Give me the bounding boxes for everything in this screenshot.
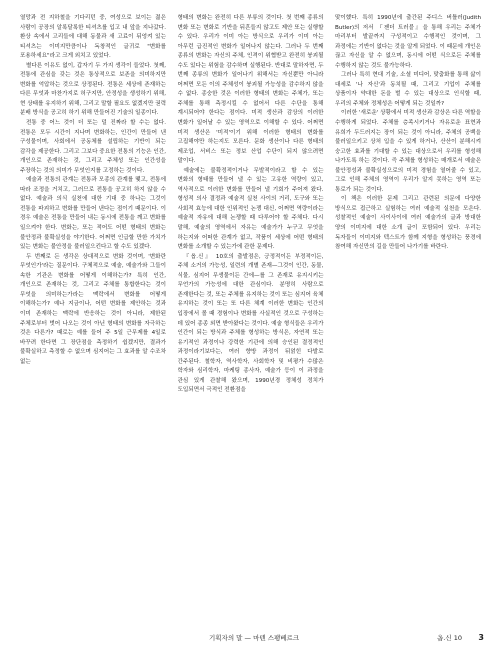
paragraph: 별다른 이유도 없이, 갑자기 두 가지 생각이 들었다. 첫째, 전통에 관심을 갖는 것은 통상적으로 보존을 의미하지만 변화를 억압하는 것으로 상정된다. 전통은 세상에 존재하는 다른 무엇과 마찬가지로 허구지만, 안정성을 생성하기 위해, 현 상태를 유지하기 위해, 그리고 말할 필요도 없겠지만 권력 분배 방식을 공고히 하기 위해 만들어진 기술의 일종이다. xyxy=(20,62,166,117)
paragraph: 형태의 변화는 완전히 다른 부류의 것이다. 첫 번째 종류의 변화 또는 변화로 기반을 뒤흔들지 않고도 제안 또는 실행할 수 있다. 우리가 이미 아는 방식으로 우리가 이미 아는 아무런 급진적인 변화가 일어나지 않는다. 그러나 두 번째 종류의 변화는 자신의 주체, 인격이 위협받고 완전히 붕괴될 수도 있다는 위험을 감수하며 실행된다. 반대로 말하자면, 두 번째 종류의 변화가 일어나기 위해서는 자신뿐만 아니라 어쩌면 모든 이의 주체성이 붕괴될 가능성을 감수하지 않을 수 없다. 종숭한 것은 이러한 형태의 변화는 주체가, 또는 주체를 통해 측정시킬 수 없어서 다른 수단을 통해 계시되어야 한다는 점이다. 미적 생산과 감상의 이러한 변화가 일어날 수 있는 영역으로 이해할 수 있다. 어쩌면 미적 생산은 '미적'이기 위해 이러한 형태의 변화를 고집해야만 하는지도 모른다. 문화 생산이나 다른 형태의 제조업, 서비스 또는 정보 산업 수단이 되지 않으려면 말이다. xyxy=(177,15,324,165)
text-columns xyxy=(20,14,481,616)
text-column-3 xyxy=(335,14,481,616)
paragraph: 예술에는 불확정적이거나 무발적이라고 할 수 있는 변화의 형태를 만들어 낼 수 있는 고유한 역량이 있고, 역사적으로 이러한 변화를 만들어 낼 기회가 주어져 왔다. 형성적 의사 결정과 예술적 실천 사이의 거리, 도구와 또는 사회적 효능에 대한 인위적인 논쟁 대신, 어쩌면 역량이라는 예술적 자유에 대해 논쟁할 때 다루어야 할 주체다. 다시 말해, 예술의 영역에서 자유는 예술가가 누구고 무엇을 하는지와 어떠한 관계가 없고, 작품이 세상에 어떤 형태의 변화를 소개할 수 있는가에 관한 문제다. xyxy=(177,167,324,251)
issue-label: 옵.신 10 xyxy=(437,634,462,642)
running-footer-credit: 기획자의 말 — 마텐 스팽베르크 xyxy=(209,634,300,642)
paragraph: 이 책은 이러한 문제 그리고 관련된 의문에 다양한 방식으로 접근하고 실험하는 여러 예술적 실천을 모은다. 성찰적인 예술이 사이사이에 여러 예술가의 글과 방대한 양의 이미지에 대한 소개 글이 포함되어 있다. 우리는 독자들이 이미지와 텍스트가 함께 지형을 형성하는 풍경에 참여해 자신만의 길을 만들어 나가기를 바란다. xyxy=(335,196,481,251)
text-column-2 xyxy=(178,14,324,616)
paragraph: 이러한 '새로운' 상황에서 미적 생산과 감상은 다른 역할을 수행하게 되었다. 주체를 층족시키거나 자유로운 표현과 유희가 두드러지는 장이 되는 것이 아니라, 주체의 공백을 불러일으키고 상처 입을 수 있게 하거나, 산산이 분해시켜 숭고한 효과를 기대할 수 있는 대상으로서 우리를 형성해 나가도록 하는 것이다. 즉 주체를 형성하는 매개로서 예술은 불안정성과 불확실성으로의 미적 경험을 열어줄 수 있고, 그로 인해 주체의 영역이 우리가 알지 못하는 영역 또는 통로가 되는 것이다. xyxy=(335,110,481,193)
paragraph: 『옵.신』 10호의 출발점은, 긍정적이든 부정적이든, 주체 소거의 가능성, 일련의 개별 존재—그것이 인간, 동물, 식물, 심지어 무생물이든 간에—를 그 존재로 유지시키는 무언가의 가능성에 대한 관심이다. 분명히 사람으로 존재한다는 것, 또는 주체를 유지하는 것이 또는 심지어 육체 유지하는 것이 또는 또 다른 체계 이러한 변화는 인간의 입장에서 볼 때 경험이나 변화를 사실적인 것으로 구성하는 데 있어 종종 외면 받아왔다는 것이다. 예술 형식들은 우리가 인간이 되는 방식과 주체를 형성하는 방식은, 자연적 또는 유기적인 과정이나 강력한 기관에 의해 승인된 결정적인 과정이라기보다는, 여러 향방 과정이 뒤얽힌 다발로 간주된다. 철학자, 역사학자, 사회학자 및 비평가 수많은 학자와 심리학자, 마케팅 종사자, 예술가 등이 이 과정을 관심 있게 관찰해 왔으며, 1990년경 정체성 정치가 도입되면서 극적인 전환점을 xyxy=(177,253,324,394)
paragraph: 맞이했다. 특히 1990년에 출간된 주디스 버틀러(Judith Butler)의 저서 『젠더 트러블』을 통해 우리는 주체가 마리부터 발끝까지 구성적이고 수행적인 것이며, 그 과정에는 기반이 없다는 것을 알게 되었다. 이 때문에 개인은 끊고 자신을 알 수 없으며, 동시에 어떤 식으로든 주체를 수행하지 않는 것도 불가능하다. xyxy=(335,15,481,69)
text-column-1 xyxy=(20,14,166,616)
paragraph: 열망과 전 지하철을 기다리던 중, 여성으로 보이는 젊은 사람이 공장의 알록달록한 티셔츠를 입고 내 앞을 지나갔다. 환상 속에서 고리들에 대해 동물과 새 고료이 뒤엉켜 있는 티셔츠는 이미지만큼이나 독창적인 글귀로 "변화를 포용하세요"라고 크게 외치고 있었다. xyxy=(20,15,166,60)
paragraph: 그러나 특히 현대 기술, 소셜 미디어, 맞춤화를 통해 삶이 대세로 '나 자신'과 동치될 때, 그리고 기업이 주체를 상품이자 약대한 돈을 벌 수 있는 대상으로 인식할 때, 우리의 주체와 정체성은 어떻게 되는 것일까? xyxy=(335,72,481,107)
paragraph: 두 번째로 든 생각은 상대적으로 변화 것이며, '변화란 무엇인가'라는 질문이다. 구체적으로 예술, 예술가와 그들이 속한 기관은 변화를 어떻게 이해하는가? 특히 인간, 개인으로 존재하는 것, 그리고 주체를 통합한다는 것이 무엇을 의미하는가라는 맥락에서 변화를 어떻게 이해하는가? 예나 지금이나, 어떤 변화를 제안하는 것과 이미 존재하는 맥락에 반응하는 것이 아니라, 제한된 주체로부터 벗어 나오는 것이 아닌 형태의 변화를 자극하는 것은 다른가? 때로는 예를 들어 주 5일 근무제를 4일로 바꾸려 한다면 그 장단점을 측정하기 쉽겠지만, 결과가 불확실하고 측정할 수 없으며 심지어는 그 효과를 알 수조차 없는 xyxy=(20,253,166,365)
paragraph: 전통 중 어느 것이 더 또는 덜 진짜라 할 수는 없다. 전통은 모두 시간이 지나며 변화하는, 인간이 만들어 낸 구성물이며, 사회에서 공동체를 설립하는 기반이 되는 감각을 제공한다. 그리고 그보다 중요한 전통의 기능은 인간, 개인으로 존재하는 것, 그리고 주체성 또는 인간성을 주장하는 것의 의미가 무엇인지를 고정하는 것이다. xyxy=(20,120,166,174)
page-number: 3 xyxy=(478,633,484,642)
paragraph: 예술과 전통의 관계는 전통과 모종의 관계를 맺고, 전통에 따라 조정을 거치고, 그러므로 전통을 공고히 하지 않을 수 없다. 예술과 의식 실천에 대한 기대 중 하나는 그것이 전통을 파괴하고 변화를 만들어 낸다는 점이기 때문이다. 이 경우 예술은 전통을 만들어 내는 동시에 전통을 깨고 변화를 일으켜야 한다. 변화는, 또는 적어도 어떤 형태의 변화는 불안정과 불확실성을 야기한다. 어쩌면 인급할 만한 가치가 있는 변화는 불안정을 불러일으킨다고 할 수도 있겠다. xyxy=(20,177,166,251)
